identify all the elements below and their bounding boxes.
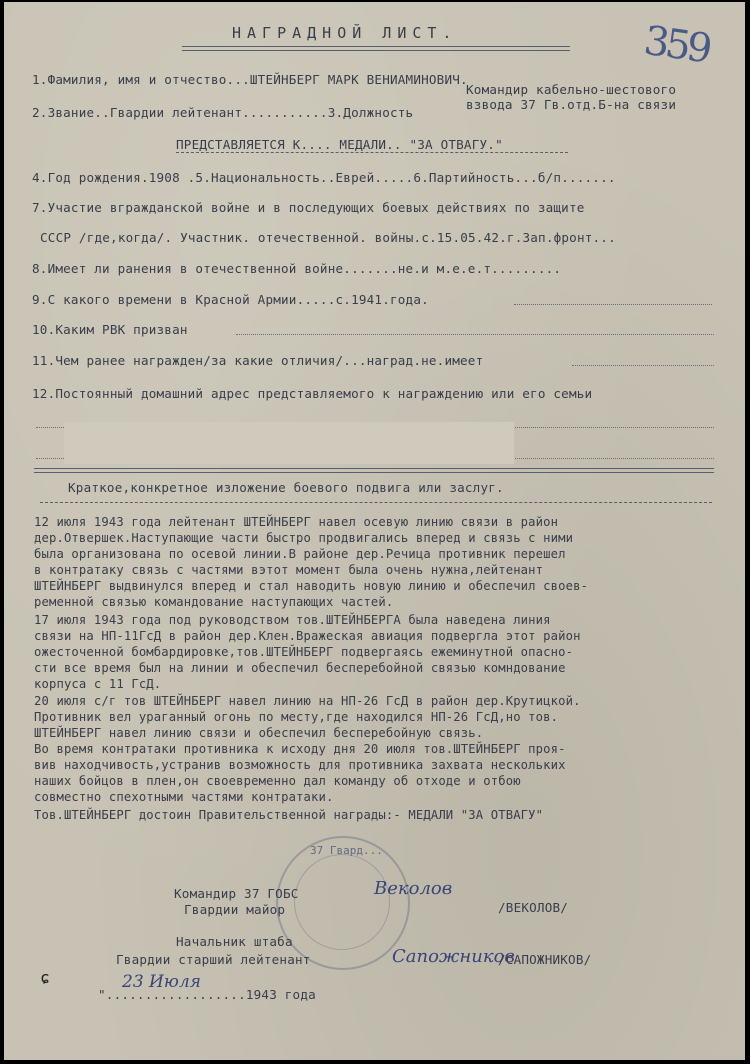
dotted-fill [514,304,712,305]
section-title: Краткое,конкретное изложение боевого подвига или заслуг. [68,480,504,495]
narrative-line: наших бойцов в плен,он своевременно дал команду об отходе и отбою [34,774,521,788]
narrative-line: в контратаку связь с частями вэтот момент была очень нужна,лейтенант [34,563,544,577]
field-wounds: 8.Имеет ли ранения в отечественной войне.......не.и м.е.е.т......... [32,261,562,276]
chief-name: /САПОЖНИКОВ/ [498,952,592,967]
narrative-line: ожесточенной бомбардировке,тов.ШТЕЙНБЕРГ подвергаясь ежеминутной опасно- [34,645,574,659]
field-participation-line2: СССР /где,когда/. Участник. отечественной. войны.с.15.05.42.г.Зап.фронт... [40,230,616,245]
narrative-line: была организована по осевой линии.В районе дер.Речица противник перешел [34,547,566,561]
field-name: 1.Фамилия, имя и отчество...ШТЕЙНБЕРГ МАРК ВЕНИАМИНОВИЧ. [32,72,468,87]
field-position-line2: взвода 37 Гв.отд.Б-на связи [466,97,677,112]
narrative-line: 17 июля 1943 года под руководством тов.ШТЕЙНБЕРГА была наведена линия [34,613,551,627]
margin-mark: ɕ [40,968,50,987]
field-participation-line1: 7.Участие вгражданской войне и в последующих боевых действиях по защите [32,200,585,215]
field-draft-office: 10.Каким РВК призван [32,322,188,337]
narrative-line: совместно спехотными частями контратаки. [34,790,334,804]
handwritten-archive-number: 359 [641,17,712,73]
narrative-line: Противник вел ураганный огонь по месту,где находился НП-26 ГсД,но тов. [34,710,559,724]
narrative-line: ШТЕЙНБЕРГ выдвинулся вперед и стал наводить новую линию и обеспечил своев- [34,579,589,593]
narrative-line: ременной связью командование наступающих частей. [34,595,394,609]
presented-underline [176,152,568,153]
commander-signature: Веколов [374,878,453,899]
narrative-line: Тов.ШТЕЙНБЕРГ достоин Правительственной награды:- МЕДАЛИ "ЗА ОТВАГУ" [34,808,544,822]
narrative-line: дер.Отвершек.Наступающие части быстро продвигались вперед и связь с ними [34,531,574,545]
commander-name: /ВЕКОЛОВ/ [498,900,569,915]
date-typed: "..................1943 года [98,987,316,1002]
commander-title: Командир 37 ГОБС [174,886,299,901]
narrative-line: вив находчивость,устранив возможность для противника захвата нескольких [34,758,566,772]
narrative-line: 12 июля 1943 года лейтенант ШТЕЙНБЕРГ навел осевую линию связи в район [34,515,559,529]
narrative-line: 20 июля с/г тов ШТЕЙНБЕРГ навел линию на НП-26 ГсД в район дер.Крутицкой. [34,694,581,708]
narrative-line: корпуса с 11 ГсД. [34,677,162,691]
field-birth-nationality-party: 4.Год рождения.1908 .5.Национальность..Еврей.....6.Партийность...б/п....... [32,170,616,185]
chief-title: Начальник штаба [176,934,293,949]
title-double-rule [182,46,570,51]
narrative-line: Во время контратаки противника к исходу дня 20 июля тов.ШТЕЙНБЕРГ проя- [34,742,566,756]
field-army-since: 9.С какого времени в Красной Армии.....с.1941.года. [32,292,429,307]
chief-rank: Гвардии старший лейтенант [116,952,311,967]
field-position-line1: Командир кабельно-шестового [466,82,677,97]
dotted-fill [572,365,714,366]
narrative-line: связи на НП-11ГсД в район дер.Клен.Вражеская авиация подвергла этот район [34,629,581,643]
chief-signature: Сапожников [392,946,515,967]
presented-for: ПРЕДСТАВЛЯЕТСЯ К.... МЕДАЛИ.. "ЗА ОТВАГУ." [176,137,503,152]
field-home-address: 12.Постоянный домашний адрес представляемого к награждению или его семьи [32,386,593,401]
section-double-rule [34,468,714,473]
narrative-line: сти все время был на линии и обеспечил бесперебойной связью комндование [34,661,566,675]
section-dash-rule [40,502,712,503]
field-rank: 2.Звание..Гвардии лейтенант...........3.Должность [32,105,414,120]
address-redaction [64,422,514,464]
field-previous-awards: 11.Чем ранее награжден/за какие отличия/...наград.не.имеет [32,353,484,368]
document-title: НАГРАДНОЙ ЛИСТ. [232,24,458,42]
official-stamp-inner-ring [294,854,390,950]
award-sheet [4,2,745,1060]
date-handwritten: 23 Июля [122,972,201,992]
stamp-text: 37 Гвард... [310,844,383,857]
commander-rank: Гвардии майор [184,902,286,917]
narrative-line: ШТЕЙНБЕРГ навел линию связи и обеспечил бесперебойную связь. [34,726,484,740]
dotted-fill [236,334,714,335]
